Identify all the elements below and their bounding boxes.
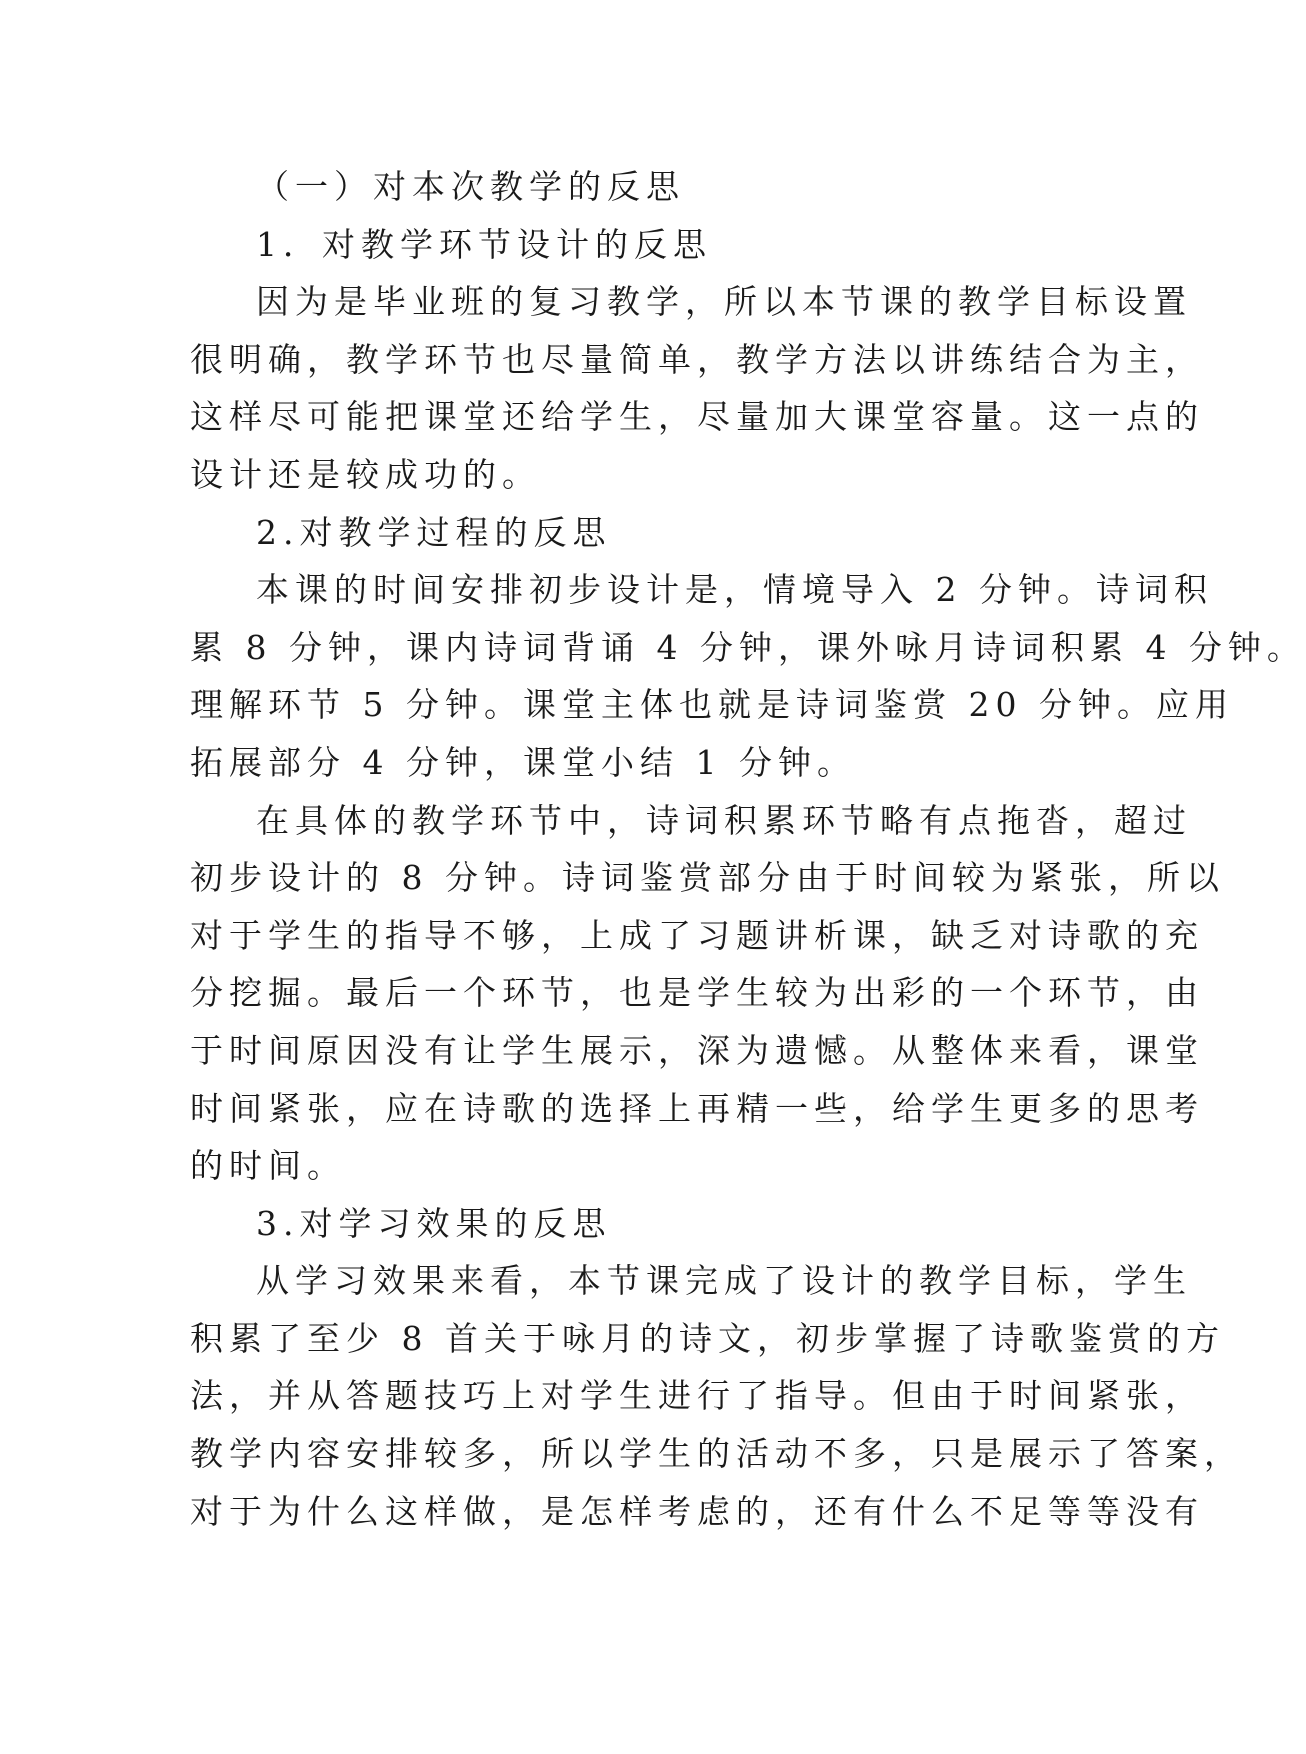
paragraph-line: 很明确，教学环节也尽量简单，教学方法以讲练结合为主， [190,339,1204,379]
paragraph-line: 从学习效果来看，本节课完成了设计的教学目标，学生 [256,1261,1192,1301]
paragraph-line: 对于学生的指导不够，上成了习题讲析课，缺乏对诗歌的充 [190,915,1204,955]
paragraph-line: 在具体的教学环节中，诗词积累环节略有点拖沓，超过 [256,800,1192,840]
subsection-heading-2: 2.对教学过程的反思 [256,512,612,552]
paragraph-line: 拓展部分 4 分钟，课堂小结 1 分钟。 [190,742,856,782]
paragraph-line: 理解环节 5 分钟。课堂主体也就是诗词鉴赏 20 分钟。应用 [190,685,1234,725]
paragraph-line: 时间紧张，应在诗歌的选择上再精一些，给学生更多的思考 [190,1088,1204,1128]
paragraph-line: 于时间原因没有让学生展示，深为遗憾。从整体来看，课堂 [190,1030,1204,1070]
paragraph-line: 对于为什么这样做，是怎样考虑的，还有什么不足等等没有 [190,1491,1204,1531]
paragraph-line: 分挖掘。最后一个环节，也是学生较为出彩的一个环节，由 [190,973,1204,1013]
paragraph-line: 这样尽可能把课堂还给学生，尽量加大课堂容量。这一点的 [190,397,1204,437]
paragraph-line: 教学内容安排较多，所以学生的活动不多，只是展示了答案， [190,1434,1243,1474]
section-heading: （一）对本次教学的反思 [256,167,685,206]
paragraph-line: 设计还是较成功的。 [190,454,541,494]
document-body [190,158,1306,1540]
subsection-heading-3: 3.对学习效果的反思 [256,1203,612,1243]
paragraph-line: 积累了至少 8 首关于咏月的诗文，初步掌握了诗歌鉴赏的方 [190,1318,1225,1358]
subsection-heading-1: 1．对教学环节设计的反思 [256,224,712,264]
paragraph-line: 因为是毕业班的复习教学，所以本节课的教学目标设置 [256,282,1192,322]
paragraph-line: 初步设计的 8 分钟。诗词鉴赏部分由于时间较为紧张，所以 [190,858,1225,898]
paragraph-line: 的时间。 [190,1146,346,1186]
paragraph-line: 本课的时间安排初步设计是，情境导入 2 分钟。诗词积 [256,570,1213,610]
paragraph-line: 累 8 分钟，课内诗词背诵 4 分钟，课外咏月诗词积累 4 分钟。 [190,627,1306,667]
paragraph-line: 法，并从答题技巧上对学生进行了指导。但由于时间紧张， [190,1376,1204,1416]
